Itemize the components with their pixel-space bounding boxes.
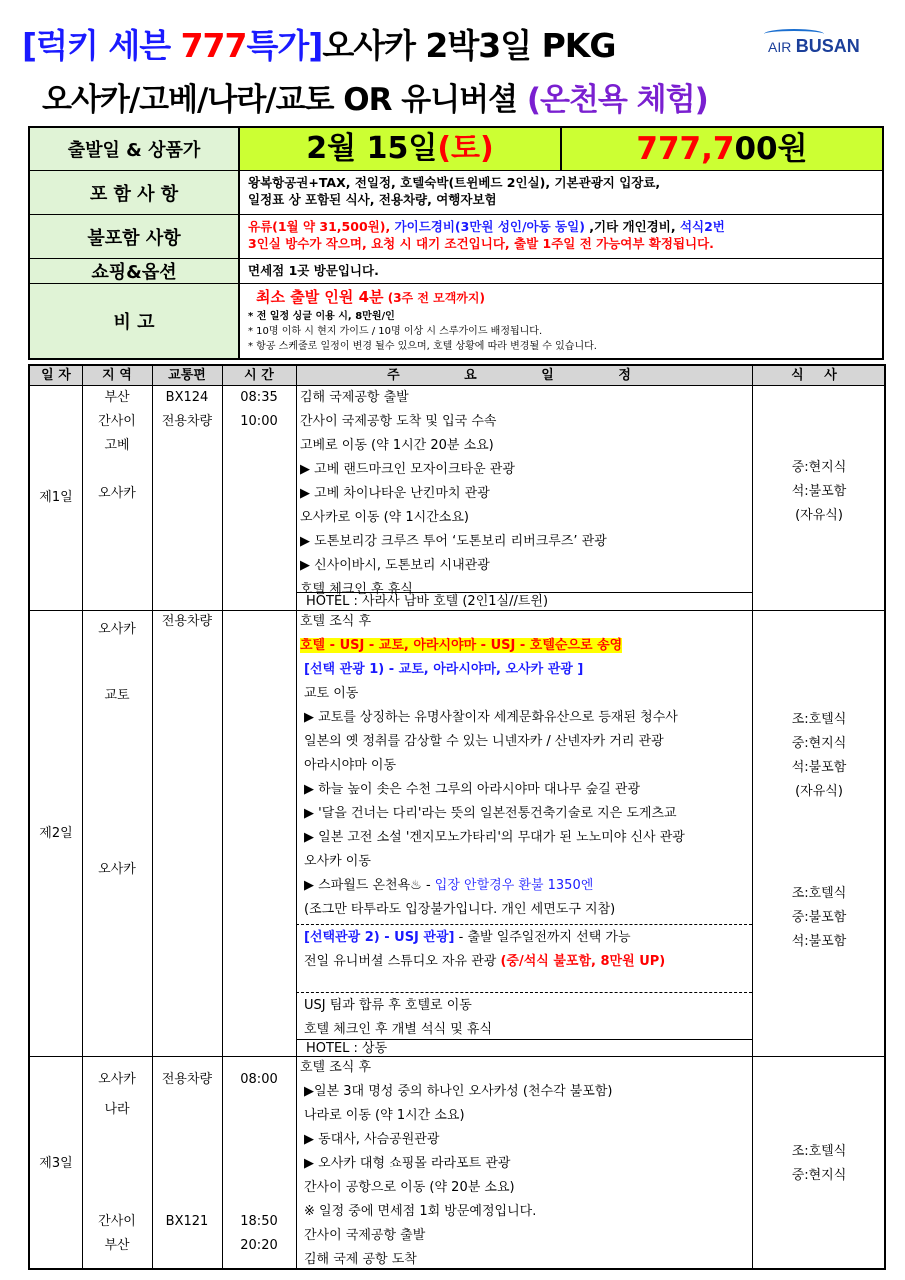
region-item: 간사이 <box>98 414 136 429</box>
day-3-transport-top: 전용차량 <box>161 1072 213 1087</box>
itinerary-line: 교토 이동 <box>304 686 359 701</box>
itinerary-line: 간사이 국제공항 출발 <box>304 1228 426 1243</box>
include-line-2: 일정표 상 포함된 식사, 전용차량, 여행자보험 <box>248 192 497 207</box>
day-2-hotel: HOTEL : 상동 <box>296 1039 752 1057</box>
day-2-region-osaka: 오사카 <box>98 622 136 637</box>
subtitle-main: 오사카/고베/나라/교토 OR 유니버셜 <box>42 82 527 118</box>
itinerary-line: ▶ '달을 건너는 다리'라는 뜻의 일본전통건축기술로 지은 도게츠교 <box>304 806 677 821</box>
day-3-label: 제3일 <box>39 1156 73 1171</box>
note-schedule-change: * 항공 스케줄로 일정이 변경 될수 있으며, 호텔 상황에 따라 변경될 수 있습니다. <box>248 341 597 352</box>
exclude-value <box>240 215 882 259</box>
itinerary-line: ▶ 오사카 대형 쇼핑몰 라라포트 관광 <box>304 1156 511 1171</box>
time-item: 18:50 <box>240 1214 278 1229</box>
exclude-label: 불포함 사항 <box>30 215 240 259</box>
day-3-transport-bottom: BX121 <box>165 1214 209 1229</box>
meal-item: (자유식) <box>795 784 843 799</box>
option-tour-2: [선택관광 2) - USJ 관광] <box>304 930 455 945</box>
page-title <box>22 20 615 67</box>
departure-date <box>240 128 562 171</box>
region-item: 나라 <box>104 1102 130 1117</box>
transfer-route-highlight: 호텔 - USJ - 교토, 아라시야마 - USJ - 호텔순으로 송영 <box>300 638 623 653</box>
transport-item: 전용차량 <box>161 414 213 429</box>
note-min-sub: (3주 전 모객까지) <box>383 291 485 305</box>
itinerary-line: 간사이 공항으로 이동 (약 20분 소요) <box>304 1180 515 1195</box>
itinerary-line: 고베로 이동 (약 1시간 20분 소요) <box>300 438 494 453</box>
dashed-divider <box>296 992 752 993</box>
option-tour-1: [선택 관광 1) - 교토, 아라시야마, 오사카 관광 ] <box>304 662 584 677</box>
day-2-itinerary <box>300 610 685 922</box>
itinerary-line: USJ 팀과 합류 후 호텔로 이동 <box>304 998 472 1013</box>
header-region: 지 역 <box>82 366 152 386</box>
title-rest: 오사카 2박3일 PKG <box>322 26 616 65</box>
date-main: 2월 15일 <box>306 131 438 166</box>
itinerary-line: ▶ 도톤보리강 크루즈 투어 ‘도톤보리 리버크루즈’ 관광 <box>300 534 607 549</box>
day-1-time <box>222 386 296 434</box>
day-2-region-kyoto: 교토 <box>104 688 130 703</box>
itinerary-line: 김해 국제공항 출발 <box>300 390 409 405</box>
note-label: 비 고 <box>30 284 240 358</box>
day-3-region-bottom <box>82 1210 152 1258</box>
spa-refund-note: 입장 안할경우 환불 1350엔 <box>434 878 594 893</box>
col-divider <box>752 366 753 1268</box>
price-black: 00원 <box>734 131 808 167</box>
day-2-meals-a <box>754 708 884 804</box>
day-3-time-bottom <box>222 1210 296 1258</box>
price <box>562 128 882 171</box>
exclude-fuel: 유류(1월 약 31,500원), <box>248 219 395 234</box>
header-meal: 식 사 <box>752 366 884 386</box>
date-day: (토) <box>437 131 494 166</box>
itinerary-line: ※ 일정 중에 면세점 1회 방문예정입니다. <box>304 1204 537 1219</box>
itinerary-line: ▶ 하늘 높이 솟은 수천 그루의 아라시야마 대나무 숲길 관광 <box>304 782 641 797</box>
itinerary-line: ▶ 동대사, 사슴공원관광 <box>304 1132 440 1147</box>
header-time: 시 간 <box>222 366 296 386</box>
meal-item: 중:현지식 <box>791 736 847 751</box>
spa-line: ▶ 스파월드 온천욕♨ - <box>304 878 435 893</box>
meal-item: 석:불포함 <box>791 484 847 499</box>
title-bracket: [럭키 세븐 <box>22 26 181 65</box>
day-1-transport <box>152 386 222 434</box>
day-3-time-top: 08:00 <box>240 1072 278 1087</box>
region-item: 부산 <box>104 1238 130 1253</box>
region-item: 오사카 <box>98 486 136 501</box>
exclude-dinner: 석식2번 <box>679 219 725 234</box>
itinerary-line: 간사이 국제공항 도착 및 입국 수속 <box>300 414 497 429</box>
meal-item: 중:현지식 <box>791 460 847 475</box>
col-divider <box>152 366 153 1268</box>
day-2-option-2 <box>300 926 665 974</box>
header-itinerary: 주 요 일 정 <box>296 366 752 386</box>
usj-line: 전일 유니버셜 스튜디오 자유 관광 <box>304 954 501 969</box>
itinerary-line: ▶ 신사이바시, 도톤보리 시내관광 <box>300 558 490 573</box>
title-777: 777 <box>180 26 247 65</box>
header-transport: 교통편 <box>152 366 222 386</box>
time-item: 10:00 <box>240 414 278 429</box>
exclude-line-2: 3인실 방수가 작으며, 요청 시 대기 조건입니다, 출발 1주일 전 가능여부 확정됩니다. <box>248 236 714 251</box>
day-3-meals <box>754 1140 884 1188</box>
itinerary-line: 나라로 이동 (약 1시간 소요) <box>304 1108 465 1123</box>
spa-tattoo-note: (조그만 타투라도 입장불가입니다. 개인 세면도구 지참) <box>304 902 616 917</box>
day-2-transport: 전용차량 <box>161 614 213 629</box>
page-subtitle <box>42 74 708 119</box>
day-3-itinerary <box>300 1056 613 1272</box>
note-guide: * 10명 이하 시 현지 가이드 / 10명 이상 시 스루가이드 배정됩니다. <box>248 326 543 337</box>
itinerary-line: 호텔 조식 후 <box>300 614 372 629</box>
itinerary-line: 김해 국제 공항 도착 <box>304 1252 417 1267</box>
schedule-table <box>28 364 886 1270</box>
shopping-value: 면세점 1곳 방문입니다. <box>240 259 882 284</box>
meal-item: 석:불포함 <box>791 760 847 775</box>
day-1-itinerary <box>300 386 607 602</box>
meal-item: (자유식) <box>795 508 843 523</box>
itinerary-line: 오사카로 이동 (약 1시간소요) <box>300 510 469 525</box>
title-special: 특가] <box>246 26 323 65</box>
meal-item: 조:호텔식 <box>791 712 847 727</box>
day-2-meals-b <box>754 882 884 954</box>
meal-item: 중:현지식 <box>791 1168 847 1183</box>
logo-swoosh-icon <box>764 29 824 39</box>
usj-note: (중/석식 불포함, 8만원 UP) <box>500 954 666 969</box>
include-line-1: 왕복항공권+TAX, 전일정, 호텔숙박(트윈베드 2인실), 기본관광지 입장료, <box>248 175 661 190</box>
shopping-label: 쇼핑&옵션 <box>30 259 240 284</box>
note-value <box>240 284 882 358</box>
region-item: 고베 <box>104 438 130 453</box>
air-busan-logo <box>768 36 860 57</box>
day-3-region-top <box>82 1068 152 1122</box>
header-day: 일 자 <box>30 366 82 386</box>
region-item: 오사카 <box>98 1072 136 1087</box>
meal-item: 조:호텔식 <box>791 1144 847 1159</box>
day-1-meals <box>754 456 884 528</box>
note-single: * 전 일정 싱글 이용 시, 8만원/인 <box>248 311 395 322</box>
meal-item: 조:호텔식 <box>791 886 847 901</box>
itinerary-line: ▶ 고베 차이나타운 난킨마치 관광 <box>300 486 490 501</box>
option-2-deadline: - 출발 일주일전까지 선택 가능 <box>454 930 631 945</box>
meal-item: 중:불포함 <box>791 910 847 925</box>
day-2-region-osaka-2: 오사카 <box>98 862 136 877</box>
exclude-guide: 가이드경비(3만원 성인/아동 동일) <box>394 219 585 234</box>
itinerary-line: 일본의 옛 정취를 감상할 수 있는 니넨자카 / 산넨자카 거리 관광 <box>304 734 664 749</box>
logo-air-text: AIR <box>768 39 792 55</box>
meal-item: 석:불포함 <box>791 934 847 949</box>
itinerary-line: 호텔 체크인 후 개별 석식 및 휴식 <box>304 1022 493 1037</box>
date-label: 출발일 & 상품가 <box>30 128 240 171</box>
price-red: 777,7 <box>636 131 735 167</box>
itinerary-line: 호텔 조식 후 <box>300 1060 372 1075</box>
itinerary-line: 호텔 체크인 후 휴식 <box>300 582 413 597</box>
day-2-return <box>300 994 492 1042</box>
itinerary-line: ▶ 일본 고전 소설 '겐지모노가타리'의 무대가 된 노노미야 신사 관광 <box>304 830 685 845</box>
time-item: 08:35 <box>240 390 278 405</box>
exclude-etc: ,기타 개인경비, <box>584 219 680 234</box>
itinerary-line: ▶ 교토를 상징하는 유명사찰이자 세계문화유산으로 등재된 청수사 <box>304 710 678 725</box>
logo-busan-text: BUSAN <box>795 36 860 56</box>
dashed-divider <box>296 924 752 925</box>
itinerary-line: ▶일본 3대 명성 중의 하나인 오사카성 (천수각 불포함) <box>304 1084 613 1099</box>
region-item: 간사이 <box>98 1214 136 1229</box>
time-item: 20:20 <box>240 1238 278 1253</box>
itinerary-line: ▶ 고베 랜드마크인 모자이크타운 관광 <box>300 462 515 477</box>
col-divider <box>296 366 297 1268</box>
day-1-label: 제1일 <box>39 490 73 505</box>
include-value <box>240 171 882 215</box>
product-info-box <box>28 126 884 360</box>
itinerary-line: 오사카 이동 <box>304 854 371 869</box>
note-min-people: 최소 출발 인원 4분 <box>256 288 384 306</box>
include-label: 포 함 사 항 <box>30 171 240 215</box>
col-divider <box>222 366 223 1268</box>
itinerary-line: 아라시야마 이동 <box>304 758 397 773</box>
transport-item: BX124 <box>165 390 209 405</box>
subtitle-extra: (온천욕 체험) <box>526 82 708 118</box>
day-2-label: 제2일 <box>39 826 73 841</box>
day-1-region <box>82 386 152 506</box>
day-1-hotel: HOTEL : 사라사 남바 호텔 (2인1실//트윈) <box>296 592 752 610</box>
region-item: 부산 <box>104 390 130 405</box>
